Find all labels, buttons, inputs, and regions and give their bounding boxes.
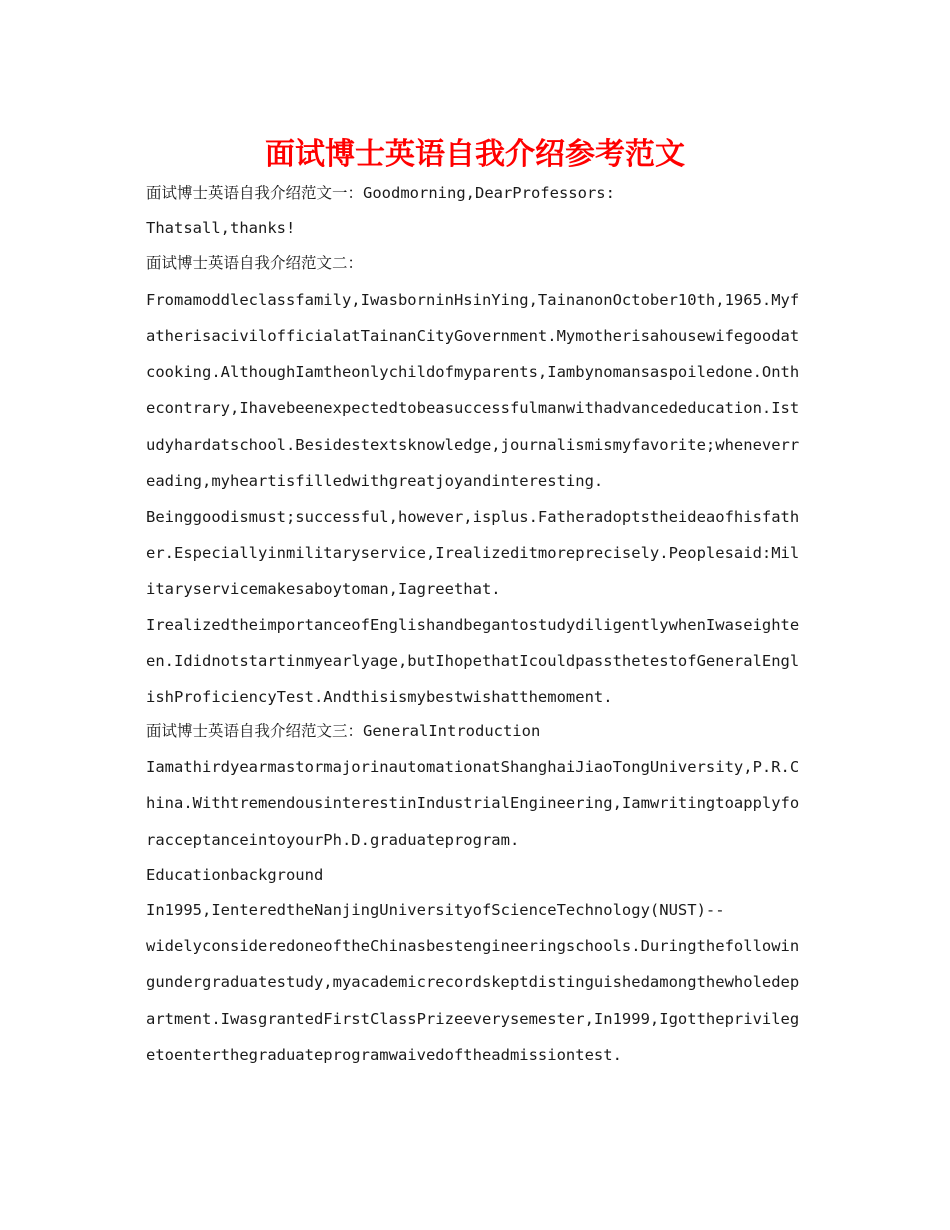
heading-sample-three: 面试博士英语自我介绍范文三：GeneralIntroduction — [146, 722, 541, 740]
text-line: econtrary,Ihavebeenexpectedtobeasuccessfulmanwithadvancededucation.Ist — [146, 399, 800, 417]
heading-sample-one: 面试博士英语自我介绍范文一：Goodmorning,DearProfessors: — [146, 184, 615, 202]
text-line: ishProficiencyTest.Andthisismybestwishatthemoment. — [146, 688, 613, 706]
text-line: cooking.AlthoughIamtheonlychildofmyparents,Iambynomansaspoiledone.Onth — [146, 363, 800, 381]
heading-sample-two: 面试博士英语自我介绍范文二： — [146, 254, 364, 272]
section-heading: Educationbackground — [146, 866, 324, 884]
text-line: atherisacivilofficialatTainanCityGovernment.Mymotherisahousewifegoodat — [146, 327, 800, 345]
text-line: udyhardatschool.Besidestextsknowledge,journalismismyfavorite;wheneverr — [146, 436, 800, 454]
text-line: widelyconsideredoneoftheChinasbestengineeringschools.Duringthefollowin — [146, 937, 800, 955]
document-title: 面试博士英语自我介绍参考范文 — [265, 137, 685, 172]
text-line: Fromamoddleclassfamily,IwasborninHsinYing,TainanonOctober10th,1965.Myf — [146, 291, 800, 309]
text-line: en.Ididnotstartinmyearlyage,butIhopethatIcouldpassthetestofGeneralEngl — [146, 652, 800, 670]
text-line: Beinggoodismust;successful,however,isplus.Fatheradoptstheideaofhisfath — [146, 508, 800, 526]
text-line: Thatsall,thanks! — [146, 219, 296, 237]
text-line: etoenterthegraduateprogramwaivedoftheadmissiontest. — [146, 1046, 622, 1064]
text-line: hina.WithtremendousinterestinIndustrialEngineering,Iamwritingtoapplyfo — [146, 794, 800, 812]
text-line: gundergraduatestudy,myacademicrecordskeptdistinguishedamongthewholedep — [146, 973, 800, 991]
text-line: artment.IwasgrantedFirstClassPrizeeverysemester,In1999,Igottheprivileg — [146, 1010, 800, 1028]
text-line: er.Especiallyinmilitaryservice,Irealizeditmoreprecisely.Peoplesaid:Mil — [146, 544, 800, 562]
text-line: IamathirdyearmastormajorinautomationatShanghaiJiaoTongUniversity,P.R.C — [146, 758, 800, 776]
text-line: racceptanceintoyourPh.D.graduateprogram. — [146, 831, 520, 849]
text-line: In1995,IenteredtheNanjingUniversityofScienceTechnology(NUST)-- — [146, 901, 725, 919]
text-line: itaryservicemakesaboytoman,Iagreethat. — [146, 580, 501, 598]
text-line: IrealizedtheimportanceofEnglishandbegantostudydiligentlywhenIwaseighte — [146, 616, 800, 634]
text-line: eading,myheartisfilledwithgreatjoyandinteresting. — [146, 472, 604, 490]
